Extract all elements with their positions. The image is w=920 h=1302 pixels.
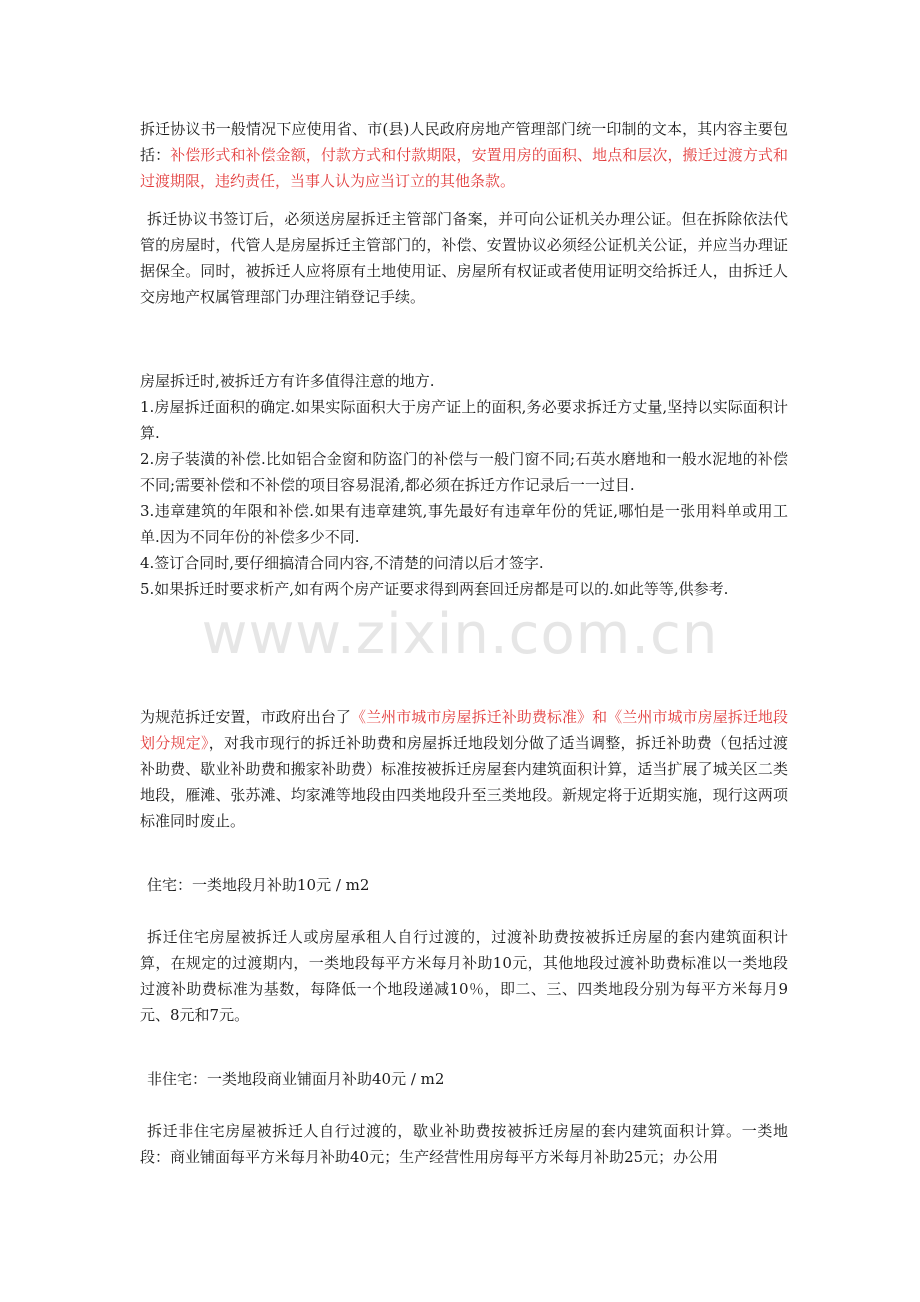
residential-heading: 住宅：一类地段月补助10元 / m2 xyxy=(147,876,370,894)
agreement-filing-paragraph: 拆迁协议书签订后，必须送房屋拆迁主管部门备案，并可向公证机关办理公证。但在拆除依法代管的房屋时，代管人是房屋拆迁主管部门的，补偿、安置协议必须经公证机关公证，并应当办理证据保全。同时，被拆迁人应将原有土地使用证、房屋所有权证或者使用证明交给拆迁人，由拆迁人交房地产权属管理部门办理注销登记手续。 xyxy=(140,210,788,306)
section-agreement xyxy=(140,116,788,194)
watermark: www.zixin.com.cn xyxy=(201,602,719,667)
section-nonresidential-heading xyxy=(140,1066,788,1092)
agreement-contents-highlight: 补偿形式和补偿金额，付款方式和付款期限，安置用房的面积、地点和层次，搬迁过渡方式和过渡期限，违约责任，当事人认为应当订立的其他条款。 xyxy=(140,146,788,190)
section-notes xyxy=(140,368,788,602)
agreement-contents-paragraph xyxy=(140,116,788,194)
nonresidential-paragraph: 拆迁非住宅房屋被拆迁人自行过渡的，歇业补助费按被拆迁房屋的套内建筑面积计算。一类地段：商业铺面每平方米每月补助40元；生产经营性用房每平方米每月补助25元；办公用 xyxy=(140,1122,788,1166)
notes-item-4: 4.签订合同时,要仔细搞清合同内容,不清楚的问清以后才签字. xyxy=(140,554,544,572)
regulation-paragraph xyxy=(140,704,788,834)
section-residential xyxy=(140,924,788,1028)
notes-item-5: 5.如果拆迁时要求析产,如有两个房产证要求得到两套回迁房都是可以的.如此等等,供参考. xyxy=(140,580,729,598)
regulation-titles-highlight: 《兰州市城市房屋拆迁补助费标准》和《兰州市城市房屋拆迁地段划分规定》 xyxy=(140,708,788,752)
regulation-text-end: ，对我市现行的拆迁补助费和房屋拆迁地段划分做了适当调整，拆迁补助费（包括过渡补助费、歇业补助费和搬家补助费）标准按被拆迁房屋套内建筑面积计算，适当扩展了城关区二类地段，雁滩、张苏滩、均家滩等地段由四类地段升至三类地段。新规定将于近期实施，现行这两项标准同时废止。 xyxy=(140,734,788,830)
notes-item-1: 1.房屋拆迁面积的确定.如果实际面积大于房产证上的面积,务必要求拆迁方丈量,坚持以实际面积计算. xyxy=(140,398,788,442)
regulation-text-start: 为规范拆迁安置，市政府出台了 xyxy=(140,708,351,726)
notes-item-2: 2.房子装潢的补偿.比如铝合金窗和防盗门的补偿与一般门窗不同;石英水磨地和一般水泥地的补偿不同;需要补偿和不补偿的项目容易混淆,都必须在拆迁方作记录后一一过目. xyxy=(140,450,788,494)
section-nonresidential xyxy=(140,1118,788,1170)
residential-paragraph: 拆迁住宅房屋被拆迁人或房屋承租人自行过渡的，过渡补助费按被拆迁房屋的套内建筑面积计算，在规定的过渡期内，一类地段每平方米每月补助10元，其他地段过渡补助费标准以一类地段过渡补助费标准为基数，每降低一个地段递减10％，即二、三、四类地段分别为每平方米每月9元、8元和7元。 xyxy=(140,928,788,1024)
section-regulation xyxy=(140,704,788,834)
nonresidential-heading: 非住宅：一类地段商业铺面月补助40元 / m2 xyxy=(147,1070,445,1088)
agreement-contents-colon: ： xyxy=(155,146,171,164)
notes-item-3: 3.违章建筑的年限和补偿.如果有违章建筑,事先最好有违章年份的凭证,哪怕是一张用料单或用工单.因为不同年份的补偿多少不同. xyxy=(140,502,788,546)
agreement-contents-text: 拆迁协议书一般情况下应使用省、市(县)人民政府房地产管理部门统一印制的文本，其内容主要包括 xyxy=(140,120,788,164)
notes-intro: 房屋拆迁时,被拆迁方有许多值得注意的地方. xyxy=(140,372,435,390)
section-residential-heading xyxy=(140,872,788,898)
section-agreement-filing xyxy=(140,206,788,310)
